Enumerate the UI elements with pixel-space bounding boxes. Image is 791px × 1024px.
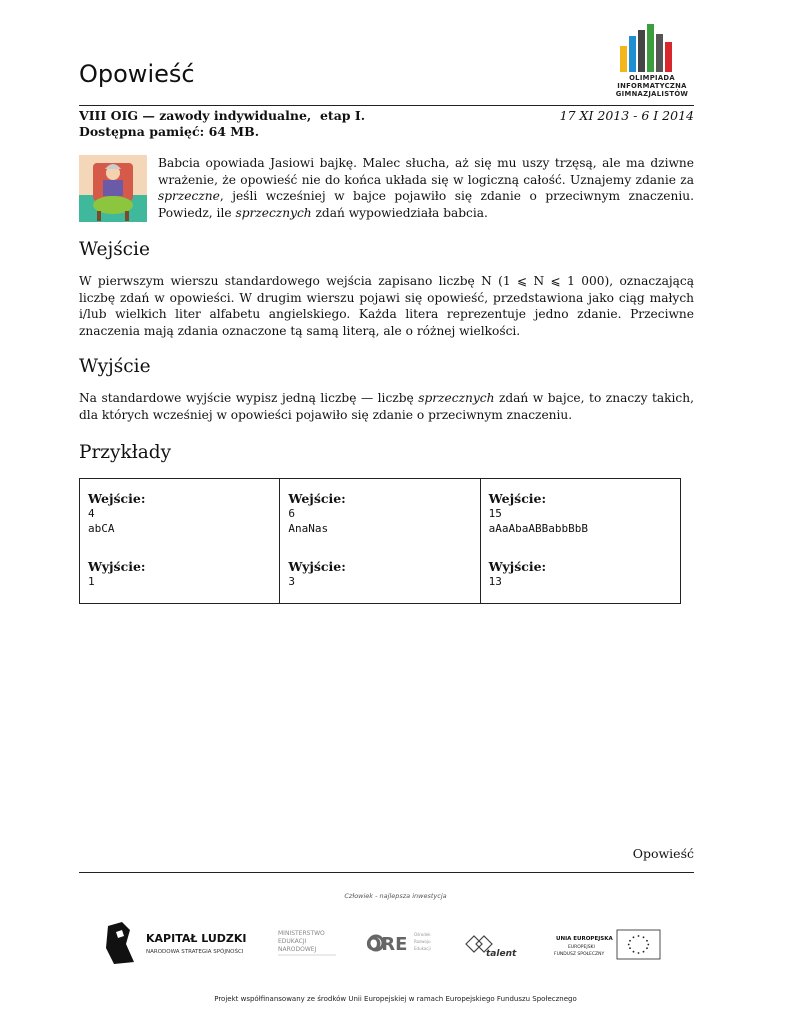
- intro-text-2: , jeśli wcześniej w bajce pojawiło się zdanie o przeciwnym znaczeniu. Powiedz, ile: [158, 189, 694, 220]
- page-title: Opowieść: [79, 60, 195, 88]
- grandma-illustration: [79, 155, 147, 222]
- example-output-value: 1: [88, 575, 95, 588]
- examples-table: [79, 478, 681, 604]
- example-output-label: Wyjście:: [288, 559, 346, 574]
- oig-logo-bars: [614, 22, 690, 72]
- eu-line-1: UNIA EUROPEJSKA: [556, 936, 613, 942]
- example-output-value: 3: [288, 575, 295, 588]
- footer-slogan: Człowiek - najlepsza inwestycja: [344, 892, 447, 900]
- logo-line-1: OLIMPIADA: [629, 74, 675, 82]
- ore-line-3: Edukacji: [414, 946, 431, 951]
- kl-subtitle: NARODOWA STRATEGIA SPÓJNOŚCI: [146, 949, 244, 955]
- example-2: [279, 479, 479, 603]
- example-output-value: 13: [488, 575, 502, 588]
- eu-line-2: EUROPEJSKI: [568, 945, 595, 950]
- example-input-line: 6: [288, 507, 295, 520]
- ore-line-1: Ośrodek: [414, 932, 431, 937]
- output-description: [79, 390, 694, 423]
- input-heading: Wejście: [79, 239, 150, 260]
- ore-logo: [366, 932, 431, 955]
- kapital-ludzki-logo: [106, 922, 247, 964]
- example-input-label: Wejście:: [88, 491, 146, 506]
- ore-text: ORE: [366, 934, 408, 955]
- example-1: [80, 479, 279, 603]
- footer-divider: [79, 872, 694, 873]
- eu-flag: [617, 930, 660, 959]
- examples-heading: Przykłady: [79, 442, 172, 463]
- sponsor-logos: [100, 918, 680, 968]
- contest-name: VIII OIG — zawody indywidualne, etap I.: [79, 108, 366, 123]
- men-line-3: NARODOWEJ: [278, 946, 317, 953]
- header-divider: [79, 105, 694, 106]
- men-line-2: EDUKACJI: [278, 938, 307, 945]
- example-input-line: aAaAbaABBabbBbB: [488, 522, 588, 535]
- example-input-line: 4: [88, 507, 95, 520]
- kl-title: KAPITAŁ LUDZKI: [146, 932, 247, 945]
- output-text-1: Na standardowe wyjście wypisz jedną liczbę — liczbę: [79, 391, 419, 405]
- example-input-line: abCA: [88, 522, 115, 535]
- contest-dates: 17 XI 2013 - 6 I 2014: [559, 108, 694, 123]
- intro-text-1: Babcia opowiada Jasiowi bajkę. Malec słucha, aż się mu uszy trzęsą, ale ma dziwne wrażenie, że opowieść nie do końca układa się w logiczną całość. Uznajemy zdanie za: [158, 156, 694, 187]
- logo-line-3: GIMNAZJALISTÓW: [615, 90, 689, 98]
- output-heading: Wyjście: [79, 356, 151, 377]
- contest-info: [79, 108, 365, 140]
- example-input-label: Wejście:: [288, 491, 346, 506]
- footer-task-name: Opowieść: [632, 846, 694, 861]
- talent-logo: [466, 936, 517, 959]
- men-line-1: MINISTERSTWO: [278, 930, 325, 937]
- oig-logo: [614, 22, 690, 102]
- logo-line-2: INFORMATYCZNA: [617, 82, 687, 90]
- eu-logo: [554, 930, 660, 959]
- example-input-label: Wejście:: [488, 491, 547, 506]
- cofinancing-notice: Projekt współfinansowany ze środków Unii Europejskiej w ramach Europejskiego Funduszu Społecznego: [214, 995, 577, 1003]
- ore-line-2: Rozwoju: [414, 939, 431, 944]
- example-3: [480, 479, 680, 603]
- example-input-line: AnaNas: [288, 522, 329, 535]
- output-text-2: zdań w bajce, to znaczy takich, dla których wcześniej w opowieści pojawiło się zdanie o przeciwnym znaczeniu.: [79, 391, 694, 422]
- input-description: W pierwszym wierszu standardowego wejścia zapisano liczbę N (1 ⩽ N ⩽ 1 000), oznaczającą liczbę zdań w opowieści. W drugim wierszu pojawi się opowieść, przedstawiona jako ciąg małych i/lub wielkich liter alfabetu angielskiego. Każda litera reprezentuje jedno zdanie. Przeciwne znaczenia mają zdania oznaczone tą samą literą, ale o różnej wielkości.: [79, 274, 694, 338]
- intro-paragraph: [158, 155, 694, 221]
- output-emph: sprzecznych: [418, 391, 495, 405]
- talent-text: talent: [486, 949, 517, 959]
- memory-limit: Dostępna pamięć: 64 MB.: [79, 124, 260, 139]
- example-input-line: 15: [488, 507, 502, 520]
- intro-text-3: zdań wypowiedziała babcia.: [311, 205, 488, 220]
- men-logo: [278, 930, 336, 955]
- example-output-label: Wyjście:: [88, 559, 146, 574]
- intro-emph-2: sprzecznych: [235, 205, 312, 220]
- eu-line-3: FUNDUSZ SPOŁECZNY: [554, 952, 605, 957]
- intro-emph-1: sprzeczne: [158, 189, 220, 203]
- example-output-label: Wyjście:: [488, 559, 547, 574]
